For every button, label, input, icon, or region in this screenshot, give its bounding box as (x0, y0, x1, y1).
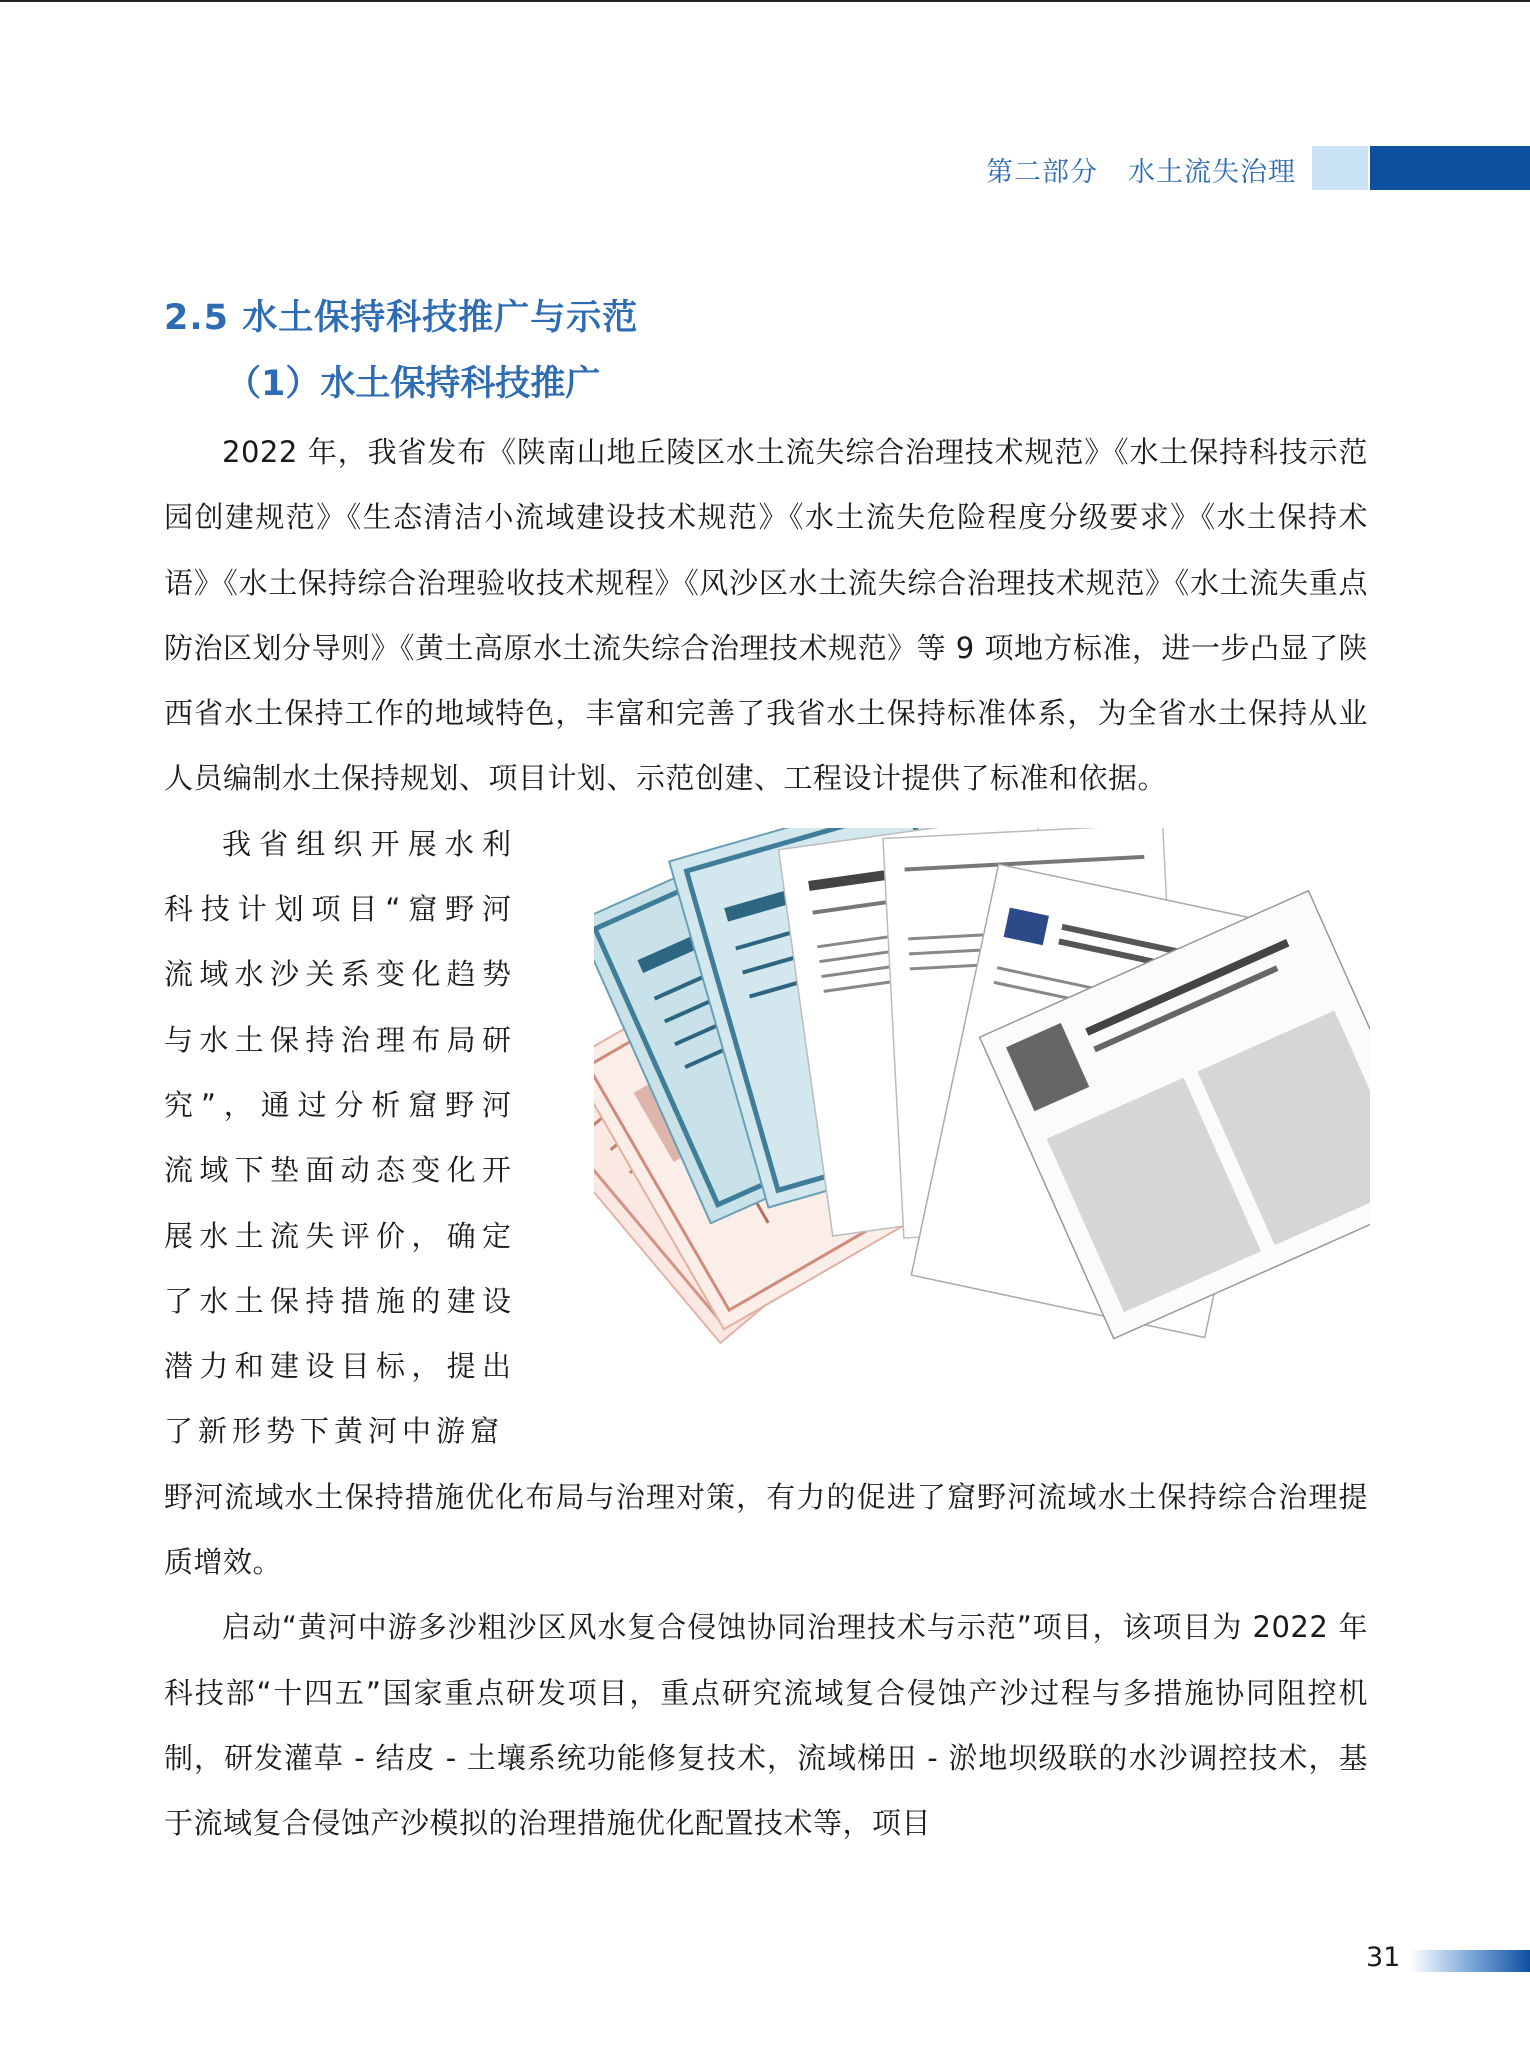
section-title: 水土保持科技推广与示范 (242, 298, 639, 338)
header-title (986, 150, 1296, 189)
section-heading (164, 290, 1368, 356)
paragraph-standards: 2022 年，我省发布《陕南山地丘陵区水土流失综合治理技术规范》《水土保持科技示范园创建规范》《生态清洁小流域建设技术规范》《水土流失危险程度分级要求》《水土保持术语》《水土保持综合治理验收技术规程》《风沙区水土流失综合治理技术规范》《水土流失重点防治区划分导则》《黄土高原水土流失综合治理技术规范》等 9 项地方标准，进一步凸显了陕西省水土保持工作的地域特色，丰富和完善了我省水土保持标准体系，为全省水土保持从业人员编制水土保持规划、项目计划、示范创建、工程设计提供了标准和依据。 (164, 435, 1368, 796)
certificates-and-papers-photo (594, 828, 1370, 1398)
page-content (164, 290, 1368, 1857)
top-rule (0, 0, 1530, 2)
running-header (0, 146, 1530, 192)
header-bar-dark (1370, 146, 1530, 190)
paragraph-yellow-river-project: 启动“黄河中游多沙粗沙区风水复合侵蚀协同治理技术与示范”项目，该项目为 2022 年科技部“十四五”国家重点研发项目，重点研究流域复合侵蚀产沙过程与多措施协同阻控机制，研发灌草 - 结皮 - 土壤系统功能修复技术，流域梯田 - 淤地坝级联的水沙调控技术，基于流域复合侵蚀产沙模拟的治理措施优化配置技术等，项目 (164, 1610, 1368, 1841)
footer-bar (1410, 1950, 1530, 1972)
header-chapter-title: 水土流失治理 (1128, 157, 1296, 188)
page-number: 31 (1366, 1942, 1401, 1973)
header-part: 第二部分 (986, 157, 1098, 188)
paragraph-kuye-river-wrap: 我省组织开展水利科技计划项目“窟野河流域水沙关系变化趋势与水土保持治理布局研究”，通过分析窟野河流域下垫面动态变化开展水土流失评价，确定了水土保持措施的建设潜力和建设目标，提出了新形势下黄河中游窟 (164, 826, 516, 1449)
header-bar-light (1312, 146, 1368, 190)
section-number: 2.5 (164, 298, 230, 338)
subsection-heading: （1）水土保持科技推广 (226, 364, 601, 404)
paragraph-kuye-river-rest: 野河流域水土保持措施优化布局与治理对策，有力的促进了窟野河流域水土保持综合治理提质增效。 (164, 1479, 1368, 1580)
text-figure-wrap (164, 812, 1368, 1465)
